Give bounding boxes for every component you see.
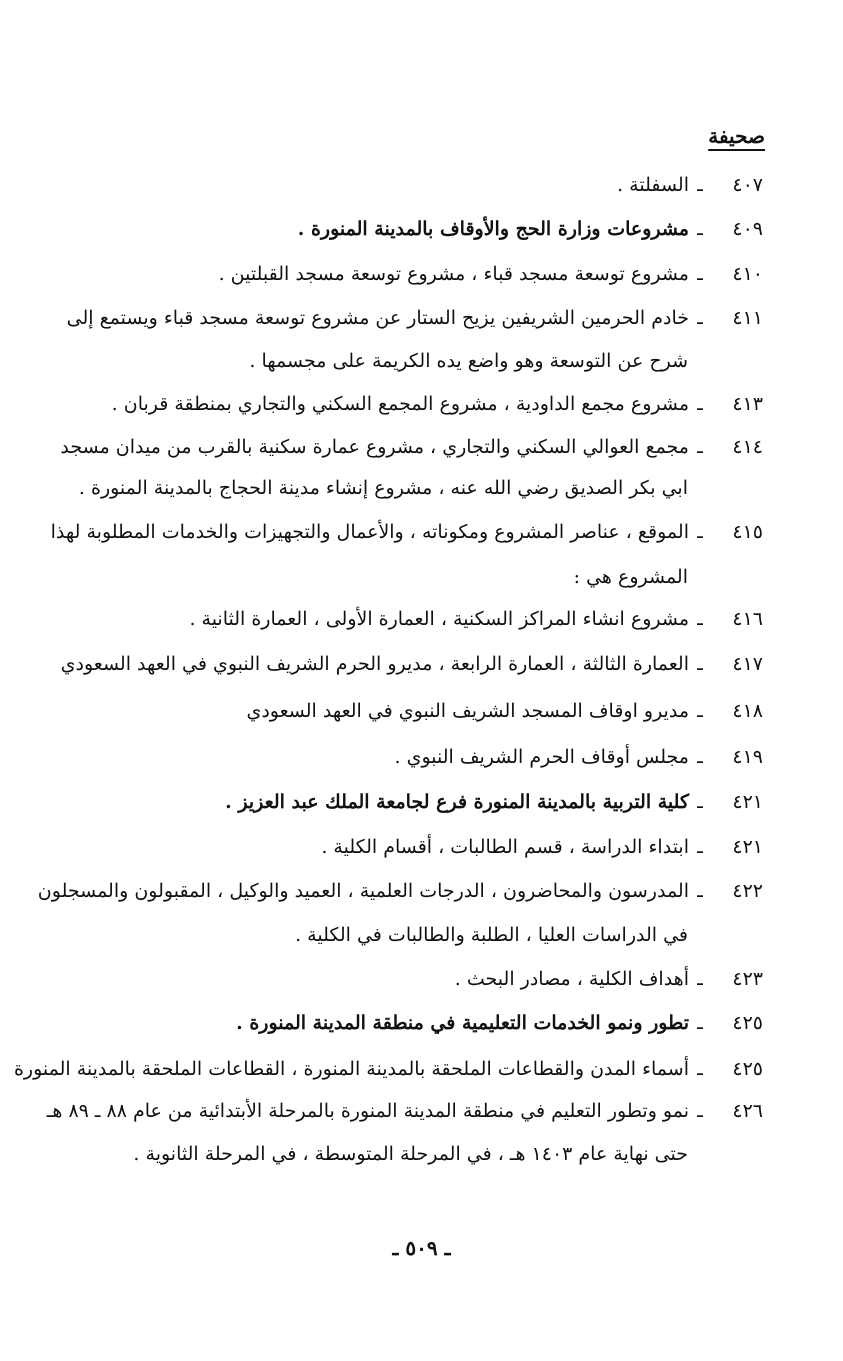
entry-text: نمو وتطور التعليم في منطقة المدينة المنورة بالمرحلة الأبتدائية من عام ٨٨ ـ ٨٩ هـ bbox=[46, 1100, 689, 1122]
entry-text: مشروع توسعة مسجد قباء ، مشروع توسعة مسجد القبلتين . bbox=[218, 263, 689, 285]
entry-text: خادم الحرمين الشريفين يزيح الستار عن مشروع توسعة مسجد قباء ويستمع إلى bbox=[66, 307, 689, 329]
page-number-footer: ـ ٥٠٩ ـ bbox=[392, 1236, 451, 1260]
entry-text: ابتداء الدراسة ، قسم الطالبات ، أقسام الكلية . bbox=[321, 836, 689, 858]
entry-text: مجلس أوقاف الحرم الشريف النبوي . bbox=[394, 746, 689, 768]
entry-continuation: المشروع هي : bbox=[573, 566, 688, 588]
entry-page-number: ٤١٥ bbox=[732, 521, 763, 543]
entry-page-number: ٤٢٥ bbox=[732, 1012, 763, 1034]
entry-text: العمارة الثالثة ، العمارة الرابعة ، مديرو الحرم الشريف النبوي في العهد السعودي bbox=[60, 653, 689, 675]
entry-text: أسماء المدن والقطاعات الملحقة بالمدينة المنورة ، القطاعات الملحقة بالمدينة المنورة bbox=[13, 1058, 689, 1080]
entry-text: كلية التربية بالمدينة المنورة فرع لجامعة الملك عبد العزيز . bbox=[225, 791, 689, 813]
entry-text: المدرسون والمحاضرون ، الدرجات العلمية ، العميد والوكيل ، المقبولون والمسجلون bbox=[37, 880, 689, 902]
entry-page-number: ٤٠٩ bbox=[732, 218, 763, 240]
toc-entry: ٤١١ـخادم الحرمين الشريفين يزيح الستار عن مشروع توسعة مسجد قباء ويستمع إلى bbox=[66, 307, 763, 329]
entry-text: مشروع انشاء المراكز السكنية ، العمارة الأولى ، العمارة الثانية . bbox=[189, 608, 689, 630]
entry-text: مشروع مجمع الداودية ، مشروع المجمع السكني والتجاري بمنطقة قربان . bbox=[111, 393, 689, 415]
entry-page-number: ٤٠٧ bbox=[732, 174, 763, 196]
entry-page-number: ٤٢٣ bbox=[732, 968, 763, 990]
entry-page-number: ٤٢٥ bbox=[732, 1058, 763, 1080]
toc-entry: ٤٠٧ـالسفلتة . bbox=[617, 174, 763, 196]
entry-page-number: ٤١٤ bbox=[732, 436, 763, 458]
toc-entry-heading: ٤٢٥ـتطور ونمو الخدمات التعليمية في منطقة المدينة المنورة . bbox=[236, 1012, 763, 1034]
toc-entry-heading: ٤٢١ـكلية التربية بالمدينة المنورة فرع لجامعة الملك عبد العزيز . bbox=[225, 791, 763, 813]
toc-entry: ٤٢٢ـالمدرسون والمحاضرون ، الدرجات العلمية ، العميد والوكيل ، المقبولون والمسجلون bbox=[37, 880, 763, 902]
entry-continuation: في الدراسات العليا ، الطلبة والطالبات في الكلية . bbox=[295, 924, 688, 946]
entry-text: مشروعات وزارة الحج والأوقاف بالمدينة المنورة . bbox=[297, 218, 689, 240]
toc-entry: ٤٢٥ـأسماء المدن والقطاعات الملحقة بالمدينة المنورة ، القطاعات الملحقة بالمدينة المنورة bbox=[13, 1058, 763, 1080]
entry-text: مجمع العوالي السكني والتجاري ، مشروع عمارة سكنية بالقرب من ميدان مسجد bbox=[60, 436, 689, 458]
toc-entry: ٤٢٣ـأهداف الكلية ، مصادر البحث . bbox=[454, 968, 763, 990]
entry-page-number: ٤١١ bbox=[732, 307, 763, 329]
toc-entry: ٤٢١ـابتداء الدراسة ، قسم الطالبات ، أقسام الكلية . bbox=[321, 836, 763, 858]
entry-page-number: ٤٢٢ bbox=[732, 880, 763, 902]
page-column-header: صحيفة bbox=[708, 124, 765, 148]
toc-entry: ٤١٥ـالموقع ، عناصر المشروع ومكوناته ، والأعمال والتجهيزات والخدمات المطلوبة لهذا bbox=[50, 521, 763, 543]
toc-entry: ٤١٩ـمجلس أوقاف الحرم الشريف النبوي . bbox=[394, 746, 763, 768]
entry-continuation: ابي بكر الصديق رضي الله عنه ، مشروع إنشاء مدينة الحجاج بالمدينة المنورة . bbox=[78, 477, 688, 499]
toc-entry: ٤١٠ـمشروع توسعة مسجد قباء ، مشروع توسعة مسجد القبلتين . bbox=[218, 263, 763, 285]
entry-page-number: ٤٢٦ bbox=[732, 1100, 763, 1122]
entry-continuation: شرح عن التوسعة وهو واضع يده الكريمة على مجسمها . bbox=[249, 350, 688, 372]
entry-text: تطور ونمو الخدمات التعليمية في منطقة المدينة المنورة . bbox=[236, 1012, 689, 1034]
toc-entry: ٤١٨ـمديرو اوقاف المسجد الشريف النبوي في العهد السعودي bbox=[246, 700, 763, 722]
entry-text: الموقع ، عناصر المشروع ومكوناته ، والأعمال والتجهيزات والخدمات المطلوبة لهذا bbox=[50, 521, 689, 543]
entry-text: السفلتة . bbox=[617, 174, 689, 196]
entry-continuation: حتى نهاية عام ١٤٠٣ هـ ، في المرحلة المتوسطة ، في المرحلة الثانوية . bbox=[133, 1143, 688, 1165]
entry-page-number: ٤١٦ bbox=[732, 608, 763, 630]
entry-page-number: ٤٢١ bbox=[732, 791, 763, 813]
toc-entry: ٤١٣ـمشروع مجمع الداودية ، مشروع المجمع السكني والتجاري بمنطقة قربان . bbox=[111, 393, 763, 415]
toc-entry: ٤١٤ـمجمع العوالي السكني والتجاري ، مشروع عمارة سكنية بالقرب من ميدان مسجد bbox=[60, 436, 763, 458]
entry-page-number: ٤١٧ bbox=[732, 653, 763, 675]
entry-page-number: ٤١٨ bbox=[732, 700, 763, 722]
toc-entry: ٤٢٦ـنمو وتطور التعليم في منطقة المدينة المنورة بالمرحلة الأبتدائية من عام ٨٨ ـ ٨٩ هـ bbox=[46, 1100, 763, 1122]
entry-page-number: ٤١٣ bbox=[732, 393, 763, 415]
toc-entry-heading: ٤٠٩ـمشروعات وزارة الحج والأوقاف بالمدينة المنورة . bbox=[297, 218, 763, 240]
entry-page-number: ٤٢١ bbox=[732, 836, 763, 858]
entry-page-number: ٤١٩ bbox=[732, 746, 763, 768]
toc-entry: ٤١٦ـمشروع انشاء المراكز السكنية ، العمارة الأولى ، العمارة الثانية . bbox=[189, 608, 763, 630]
toc-entry: ٤١٧ـالعمارة الثالثة ، العمارة الرابعة ، مديرو الحرم الشريف النبوي في العهد السعودي bbox=[60, 653, 763, 675]
entry-page-number: ٤١٠ bbox=[732, 263, 763, 285]
entry-text: أهداف الكلية ، مصادر البحث . bbox=[454, 968, 689, 990]
entry-text: مديرو اوقاف المسجد الشريف النبوي في العهد السعودي bbox=[246, 700, 689, 722]
